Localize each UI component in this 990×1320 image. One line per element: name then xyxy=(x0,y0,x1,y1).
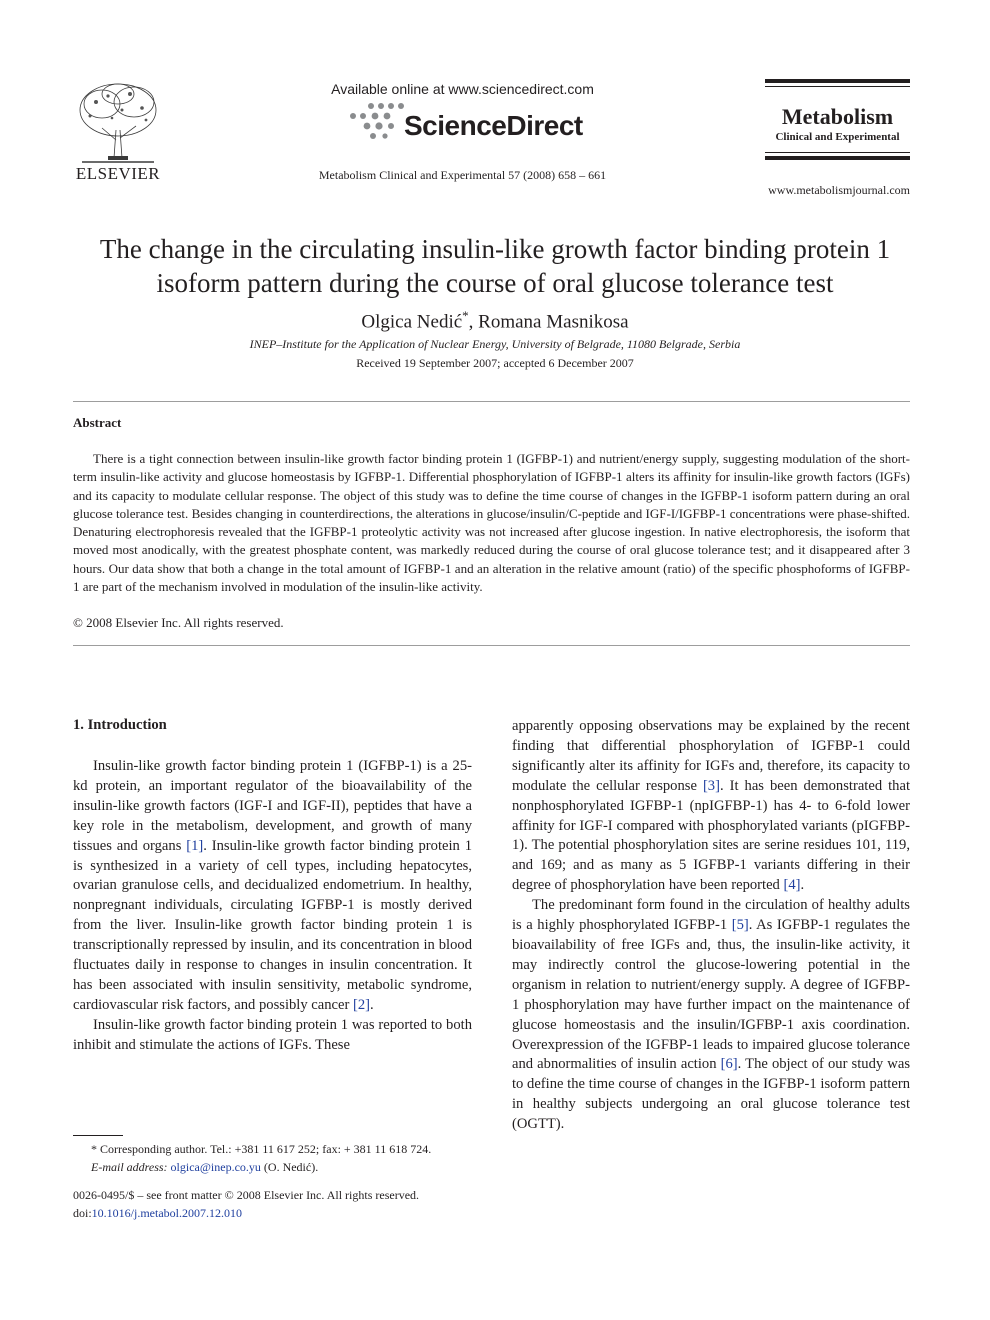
citation-link[interactable]: [2] xyxy=(353,996,371,1013)
journal-rule-thick-bottom xyxy=(765,156,910,160)
journal-rule-thin-bottom xyxy=(765,152,910,153)
title-line-1: The change in the circulating insulin-like growth factor binding protein 1 xyxy=(99,234,891,264)
doi-label: doi: xyxy=(73,1205,92,1220)
journal-rule-thick-top xyxy=(765,79,910,83)
paper-title xyxy=(60,232,930,300)
available-online-text: Available online at www.sciencedirect.com xyxy=(331,81,594,97)
abstract-heading: Abstract xyxy=(73,415,122,430)
citation-link[interactable]: [4] xyxy=(783,877,801,894)
paragraph-text: . xyxy=(800,877,805,894)
journal-title: Metabolism xyxy=(781,104,894,129)
email-link[interactable]: olgica@inep.co.yu xyxy=(170,1159,261,1174)
section-heading-introduction: 1. Introduction xyxy=(73,717,167,733)
author-name: Olgica Nedić xyxy=(361,311,463,333)
affiliation: INEP–Institute for the Application of Nuclear Energy, University of Belgrade, 11080 Belgrade, Serbia xyxy=(249,337,741,351)
received-dates: Received 19 September 2007; accepted 6 December 2007 xyxy=(356,356,634,370)
abstract-rule-bottom xyxy=(73,645,910,646)
issn-line: 0026-0495/$ – see front matter © 2008 Elsevier Inc. All rights reserved. xyxy=(73,1188,420,1202)
paragraph-text: . As IGFBP-1 regulates the bioavailability of free IGFs and, thus, the insulin-like activity, it may indirectly control the glucose-lowering potential in the organism in relation to nutrient/energy supply. A degree of IGFBP-1 phosphorylation may have further impact on the maintenance of glucose homeostasis and the insulin/IGFBP-1 axis coordination. Overexpression of the IGFBP-1 leads to impaired glucose tolerance and abnormalities of insulin action xyxy=(512,917,910,1073)
paragraph-text: . It has been demonstrated that nonphosphorylated IGFBP-1 (npIGFBP-1) has 4- to 6-fold lower affinity for IGF-I compared with phosphorylated variants (pIGFBP-1). The potential phosphorylation sites are serine residues 101, 119, and 169; and as many as 5 IGFBP-1 variants differing in their degree of phosphorylation have been reported xyxy=(512,777,911,894)
email-line xyxy=(73,1159,472,1177)
journal-url[interactable]: www.metabolismjournal.com xyxy=(768,183,910,197)
email-label: E-mail address: xyxy=(91,1159,171,1174)
author-list xyxy=(200,308,790,333)
doi-line xyxy=(73,1205,483,1223)
citation-link[interactable]: [3] xyxy=(702,777,720,794)
footnote xyxy=(73,1141,472,1176)
journal-subtitle: Clinical and Experimental xyxy=(775,131,900,143)
abstract-copyright: © 2008 Elsevier Inc. All rights reserved. xyxy=(73,615,284,630)
paragraph-text: The predominant form found in the circulation of healthy adults is a highly phosphorylated IGFBP-1 xyxy=(512,897,910,934)
publisher-name: ELSEVIER xyxy=(75,164,161,183)
citation-link[interactable]: [6] xyxy=(720,1056,738,1073)
citation-link[interactable]: [1] xyxy=(186,837,204,854)
sciencedirect-logo-text: ScienceDirect xyxy=(404,110,583,141)
journal-rule-thin-top xyxy=(765,86,910,87)
abstract-rule-top xyxy=(73,401,910,402)
author-name: , Romana Masnikosa xyxy=(468,311,629,333)
paragraph: Insulin-like growth factor binding protein 1 was reported to both inhibit and stimulate the actions of IGFs. These xyxy=(73,1016,472,1053)
paragraph-text: . The object of our study was to define the time course of changes in the IGFBP-1 isoform pattern in healthy subjects undergoing an oral glucose tolerance test (OGTT). xyxy=(512,1056,910,1133)
title-line-2: isoform pattern during the course of oral glucose tolerance test xyxy=(156,268,834,298)
corresponding-author-note: * Corresponding author. Tel.: +381 11 617 252; fax: + 381 11 618 724. xyxy=(91,1142,432,1156)
corresponding-mark: * xyxy=(462,308,469,323)
journal-citation: Metabolism Clinical and Experimental 57 (2008) 658 – 661 xyxy=(318,168,607,182)
paragraph xyxy=(512,717,910,896)
abstract-text: There is a tight connection between insulin-like growth factor binding protein 1 (IGFBP-1) and nutrient/energy supply, suggesting modulation of the short-term insulin-like activity and glucose homeostasis by IGFBP-1. Differential phosphorylation of IGFBP-1 alters its affinity for insulin-like growth factors (IGFs) and its capacity to modulate cellular response. The object of this study was to define the time course of changes in the IGFBP-1 isoform pattern during an oral glucose tolerance test. Besides changing in counterdirections, the alterations in glucose/insulin/C-peptide and IGF-I/IGFBP-1 concentrations were phase-shifted. Denaturing electrophoresis revealed that the IGFBP-1 proteolytic activity was not increased after glucose ingestion. In native electrophoresis, the isoform that moved most anodically, with the greatest phosphate content, was markedly reduced during the course of oral glucose tolerance test; and it disappeared after 3 hours. Our data show that both a change in the total amount of IGFBP-1 and an alteration in the relative amount (ratio) of the specific phosphoforms of IGFBP-1 are part of the mechanism involved in modulation of the insulin-like activity. xyxy=(73,451,910,595)
right-column xyxy=(512,717,910,1135)
paragraph-text: . xyxy=(370,996,374,1013)
doi-link[interactable]: 10.1016/j.metabol.2007.12.010 xyxy=(91,1205,242,1220)
paragraph xyxy=(73,757,472,1016)
paragraph xyxy=(512,896,910,1135)
front-matter xyxy=(73,1187,483,1222)
paragraph-text: Insulin-like growth factor binding protein 1 (IGFBP-1) is a 25-kd protein, an important regulator of the bioavailability of the insulin-like growth factors (IGF-I and IGF-II), peptides that have a key role in the metabolism, development, and growth of many tissues and organs xyxy=(73,758,472,854)
left-column xyxy=(73,757,472,1056)
paragraph-text: apparently opposing observations may be explained by the recent finding that differential phosphorylation of IGFBP-1 could significantly alter its affinity for IGFs and, therefore, its capacity to modulate the cellular response xyxy=(512,718,910,794)
footnote-rule xyxy=(73,1135,123,1136)
citation-link[interactable]: [5] xyxy=(731,917,749,934)
email-suffix: (O. Nedić). xyxy=(260,1159,319,1174)
paragraph-text: . Insulin-like growth factor binding protein 1 is synthesized in a variety of cell types, including hepatocytes, ovarian granulose cells, and decidualized endometrium. In healthy, nonpregnant individuals, circulating IGFBP-1 is mostly derived from the liver. Insulin-like growth factor binding protein 1 is transcriptionally repressed by insulin, and its concentration in blood fluctuates daily in response to changes in insulin concentration. It has been associated with insulin sensitivity, metabolic syndrome, cardiovascular risk factors, and possibly cancer xyxy=(73,837,472,1013)
